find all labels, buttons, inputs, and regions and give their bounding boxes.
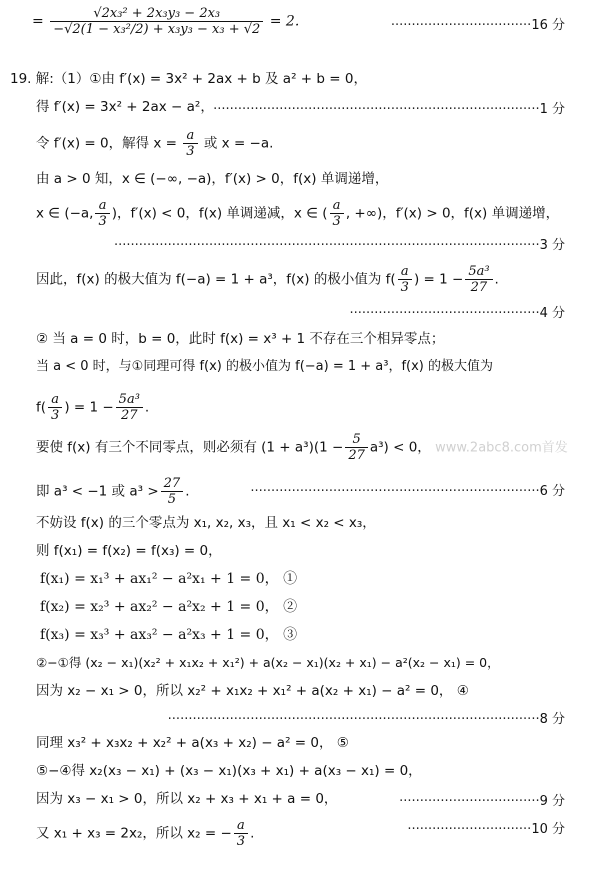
leader-dots: ·············································· [349, 306, 540, 321]
sum-relation: 因为 x₃ − x₁ > 0，所以 x₂ + x₃ + x₁ + a = 0， [36, 791, 338, 807]
equation-3: f(x₃) = x₃³ + ax₃² − a²x₃ + 1 = 0， ③ [40, 627, 298, 643]
leader-dots: ··············································································· [213, 102, 540, 117]
text: , +∞)，f′(x) > 0，f(x) 单调递增， [345, 205, 560, 222]
solution-heading: 19. 解:（1）①由 f′(x) = 3x² + 2ax + b 及 a² + b = 0， [10, 71, 367, 87]
score-9 [399, 790, 565, 809]
equation-2: f(x₂) = x₂³ + ax₂² − a²x₂ + 1 = 0， ② [40, 599, 298, 615]
score-label: 10 分 [531, 822, 565, 837]
fraction-denominator: 3 [98, 214, 107, 229]
critical-points-line [36, 128, 273, 159]
fraction-denominator: 3 [400, 280, 409, 295]
fraction [234, 818, 248, 849]
fraction [48, 392, 62, 423]
score-label: 4 分 [539, 306, 565, 321]
fraction-denominator: 3 [51, 408, 60, 423]
text: ) = 1 − [64, 399, 114, 416]
zeros-equal: 则 f(x₁) = f(x₂) = f(x₃) = 0， [36, 543, 222, 559]
leader-dots: ·································· [390, 18, 532, 33]
fraction-numerator: a [398, 264, 412, 280]
score-label: 16 分 [531, 18, 565, 33]
fraction-numerator: a [330, 198, 344, 214]
score-8 [168, 708, 565, 727]
subtract-2-1: ②−①得 (x₂ − x₁)(x₂² + x₁x₂ + x₁²) + a(x₂ − x₁)(x₂ + x₁) − a²(x₂ − x₁) = 0， [36, 655, 500, 670]
equation-line-0: = $\frac{\text{√2x₃² + 2x₃y₃ − 2x₃}}{\text{−√2(1 − x₃²/2) + x₃y₃ − x₃ + √2}}$ = 2. [32, 6, 300, 37]
text: x ∈ (−a, [36, 205, 94, 222]
score-16 [391, 14, 565, 33]
subtract-5-4: ⑤−④得 x₂(x₃ − x₁) + (x₃ − x₁)(x₃ + x₁) + a(x₃ − x₁) = 0， [36, 763, 422, 779]
score-3 [114, 234, 565, 253]
fraction-numerator: 5a³ [116, 392, 143, 408]
score-label: 1 分 [539, 102, 565, 117]
fraction-numerator: √2x₃² + 2x₃y₃ − 2x₃ [50, 6, 263, 22]
score-1 [213, 98, 565, 117]
text: 要使 f(x) 有三个不同零点，则必须有 (1 + a³)(1 − [36, 439, 344, 456]
max-value-line [36, 392, 149, 423]
extrema-line [36, 264, 499, 295]
text: . [250, 825, 255, 842]
x2-result [36, 818, 254, 849]
leader-dots: ······························ [407, 822, 532, 837]
fraction-denominator: 27 [470, 280, 488, 295]
fraction [50, 6, 263, 37]
fraction [398, 264, 412, 295]
derivative-line: 得 f′(x) = 3x² + 2ax − a²， [36, 99, 214, 115]
three-zeros-condition [36, 432, 568, 463]
fraction [330, 198, 344, 229]
zeros-assumption: 不妨设 f(x) 的三个零点为 x₁, x₂, x₃，且 x₁ < x₂ < x₃， [36, 515, 376, 531]
fraction-denominator: 3 [332, 214, 341, 229]
text: . [144, 399, 150, 416]
score-label: 3 分 [539, 238, 565, 253]
text: f( [36, 399, 47, 416]
fraction [161, 476, 184, 507]
fraction [116, 392, 143, 423]
fraction-numerator: 5a³ [465, 264, 492, 280]
text: 或 x = −a. [203, 135, 274, 152]
score-6 [250, 480, 565, 499]
score-label: 6 分 [539, 484, 565, 499]
equation-4: 因为 x₂ − x₁ > 0，所以 x₂² + x₁x₂ + x₁² + a(x₂ + x₁) − a² = 0， ④ [36, 683, 469, 699]
score-4 [350, 302, 566, 321]
leader-dots: ·································· [399, 794, 540, 809]
leader-dots: ······································································································· [113, 238, 540, 253]
score-label: 8 分 [539, 712, 565, 727]
text: ) = 1 − [413, 271, 464, 288]
fraction-denominator: 5 [167, 492, 177, 507]
fraction [95, 198, 109, 229]
fraction-denominator: −√2(1 − x₃²/2) + x₃y₃ − x₃ + √2 [53, 22, 261, 37]
monotonic-line-2 [36, 198, 559, 229]
fraction [183, 128, 197, 159]
fraction-numerator: 27 [161, 476, 184, 492]
monotonic-line-1: 由 a > 0 知，x ∈ (−∞, −a)，f′(x) > 0，f(x) 单调递增， [36, 171, 389, 187]
fraction-denominator: 27 [348, 448, 365, 463]
text: 即 a³ < −1 或 a³ > [36, 483, 159, 500]
equation-1: f(x₁) = x₁³ + ax₁² − a²x₁ + 1 = 0， ① [40, 571, 298, 587]
case-a-zero: ② 当 a = 0 时，b = 0，此时 f(x) = x³ + 1 不存在三个相异零点； [36, 331, 445, 347]
fraction-denominator: 3 [186, 144, 195, 159]
text: 令 f′(x) = 0，解得 x = [36, 135, 177, 152]
fraction-numerator: a [183, 128, 197, 144]
fraction-numerator: a [48, 392, 62, 408]
fraction-numerator: 5 [345, 432, 368, 448]
fraction [465, 264, 492, 295]
text: . [185, 483, 190, 500]
score-label: 9 分 [539, 794, 565, 809]
text: a³) < 0， [369, 439, 431, 456]
fraction-numerator: a [95, 198, 109, 214]
text: . [494, 271, 499, 288]
text: )，f′(x) < 0，f(x) 单调递减，x ∈ ( [111, 205, 328, 222]
fraction [345, 432, 368, 463]
leader-dots: ······································································ [250, 484, 540, 499]
text: 又 x₁ + x₃ = 2x₂，所以 x₂ = − [36, 825, 232, 842]
fraction-denominator: 3 [236, 834, 246, 849]
score-10 [407, 818, 565, 837]
fraction-denominator: 27 [121, 408, 138, 423]
watermark: www.2abc8.com首发 [435, 440, 568, 456]
text: 因此，f(x) 的极大值为 f(−a) = 1 + a³，f(x) 的极小值为 f( [36, 271, 396, 288]
result: = 2. [269, 13, 300, 30]
fraction-numerator: a [234, 818, 248, 834]
leader-dots: ·························································································· [167, 712, 540, 727]
equation-5: 同理 x₃² + x₃x₂ + x₂² + a(x₃ + x₂) − a² = 0， ⑤ [36, 735, 349, 751]
case-a-negative: 当 a < 0 时，与①同理可得 f(x) 的极小值为 f(−a) = 1 + a³，f(x) 的极大值为 [36, 359, 494, 374]
a-cubed-range [36, 476, 189, 507]
